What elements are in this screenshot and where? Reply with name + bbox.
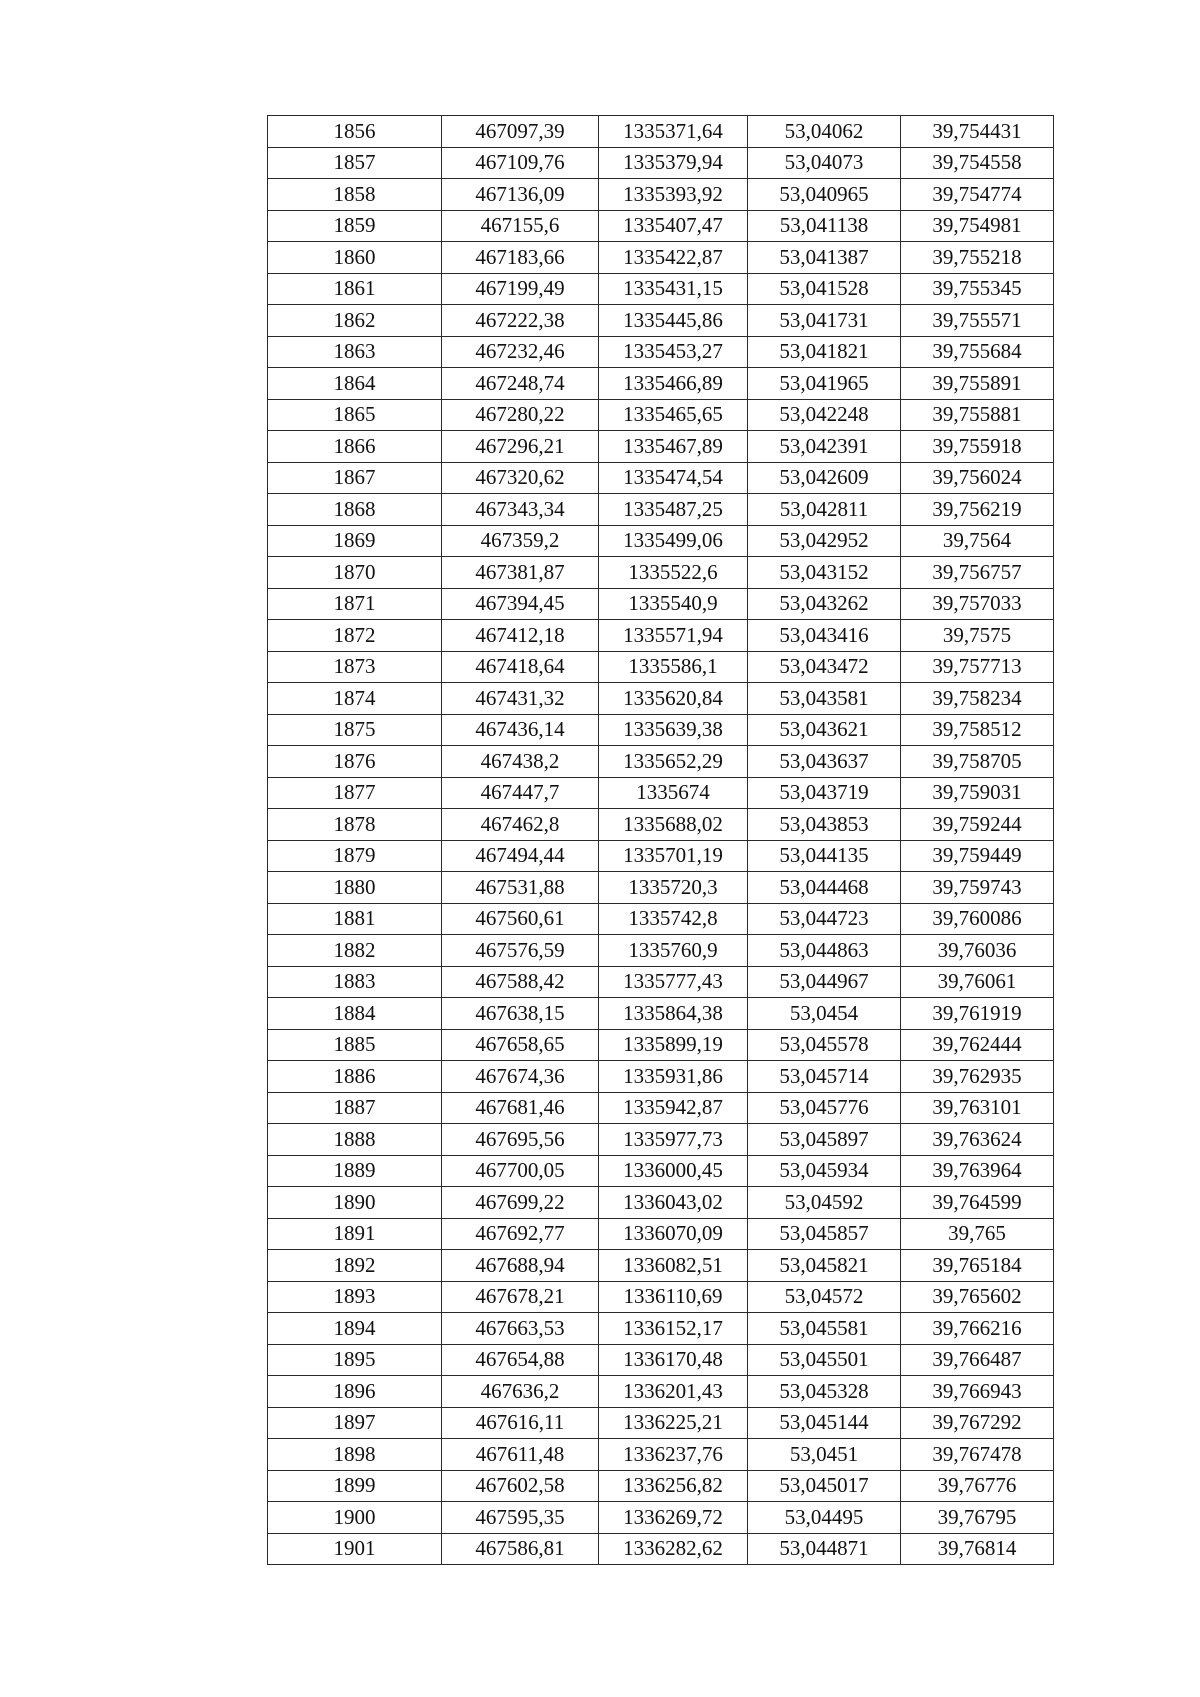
- point-number-cell: 1857: [268, 147, 442, 179]
- longitude-cell: 39,766216: [901, 1313, 1054, 1345]
- x-coordinate-cell: 467394,45: [442, 588, 599, 620]
- latitude-cell: 53,045144: [748, 1407, 901, 1439]
- longitude-cell: 39,756024: [901, 462, 1054, 494]
- x-coordinate-cell: 467494,44: [442, 840, 599, 872]
- latitude-cell: 53,043719: [748, 777, 901, 809]
- longitude-cell: 39,763964: [901, 1155, 1054, 1187]
- x-coordinate-cell: 467431,32: [442, 683, 599, 715]
- longitude-cell: 39,76814: [901, 1533, 1054, 1565]
- y-coordinate-cell: 1335942,87: [599, 1092, 748, 1124]
- table-row: [268, 1470, 1054, 1502]
- point-number-cell: 1898: [268, 1439, 442, 1471]
- x-coordinate-cell: 467674,36: [442, 1061, 599, 1093]
- latitude-cell: 53,04592: [748, 1187, 901, 1219]
- longitude-cell: 39,766943: [901, 1376, 1054, 1408]
- y-coordinate-cell: 1335466,89: [599, 368, 748, 400]
- table-row: [268, 1155, 1054, 1187]
- point-number-cell: 1893: [268, 1281, 442, 1313]
- longitude-cell: 39,759244: [901, 809, 1054, 841]
- latitude-cell: 53,043262: [748, 588, 901, 620]
- longitude-cell: 39,760086: [901, 903, 1054, 935]
- longitude-cell: 39,765602: [901, 1281, 1054, 1313]
- latitude-cell: 53,0451: [748, 1439, 901, 1471]
- y-coordinate-cell: 1335977,73: [599, 1124, 748, 1156]
- longitude-cell: 39,754431: [901, 116, 1054, 148]
- latitude-cell: 53,044723: [748, 903, 901, 935]
- y-coordinate-cell: 1335931,86: [599, 1061, 748, 1093]
- y-coordinate-cell: 1336237,76: [599, 1439, 748, 1471]
- y-coordinate-cell: 1335688,02: [599, 809, 748, 841]
- y-coordinate-cell: 1335899,19: [599, 1029, 748, 1061]
- latitude-cell: 53,045821: [748, 1250, 901, 1282]
- latitude-cell: 53,045017: [748, 1470, 901, 1502]
- x-coordinate-cell: 467199,49: [442, 273, 599, 305]
- x-coordinate-cell: 467343,34: [442, 494, 599, 526]
- table-row: [268, 1313, 1054, 1345]
- x-coordinate-cell: 467658,65: [442, 1029, 599, 1061]
- point-number-cell: 1896: [268, 1376, 442, 1408]
- table-row: [268, 557, 1054, 589]
- longitude-cell: 39,76036: [901, 935, 1054, 967]
- longitude-cell: 39,754774: [901, 179, 1054, 211]
- longitude-cell: 39,76776: [901, 1470, 1054, 1502]
- y-coordinate-cell: 1335620,84: [599, 683, 748, 715]
- x-coordinate-cell: 467381,87: [442, 557, 599, 589]
- latitude-cell: 53,04062: [748, 116, 901, 148]
- point-number-cell: 1884: [268, 998, 442, 1030]
- longitude-cell: 39,762935: [901, 1061, 1054, 1093]
- latitude-cell: 53,0454: [748, 998, 901, 1030]
- y-coordinate-cell: 1335393,92: [599, 179, 748, 211]
- table-row: [268, 525, 1054, 557]
- latitude-cell: 53,042811: [748, 494, 901, 526]
- x-coordinate-cell: 467155,6: [442, 210, 599, 242]
- point-number-cell: 1863: [268, 336, 442, 368]
- longitude-cell: 39,763624: [901, 1124, 1054, 1156]
- x-coordinate-cell: 467636,2: [442, 1376, 599, 1408]
- latitude-cell: 53,045857: [748, 1218, 901, 1250]
- y-coordinate-cell: 1335760,9: [599, 935, 748, 967]
- point-number-cell: 1894: [268, 1313, 442, 1345]
- table-row: [268, 1376, 1054, 1408]
- x-coordinate-cell: 467695,56: [442, 1124, 599, 1156]
- y-coordinate-cell: 1336201,43: [599, 1376, 748, 1408]
- y-coordinate-cell: 1336269,72: [599, 1502, 748, 1534]
- table-row: [268, 1344, 1054, 1376]
- point-number-cell: 1881: [268, 903, 442, 935]
- x-coordinate-cell: 467663,53: [442, 1313, 599, 1345]
- y-coordinate-cell: 1335371,64: [599, 116, 748, 148]
- table-row: [268, 147, 1054, 179]
- latitude-cell: 53,045501: [748, 1344, 901, 1376]
- table-row: [268, 588, 1054, 620]
- point-number-cell: 1888: [268, 1124, 442, 1156]
- longitude-cell: 39,755684: [901, 336, 1054, 368]
- x-coordinate-cell: 467588,42: [442, 966, 599, 998]
- table-row: [268, 462, 1054, 494]
- longitude-cell: 39,755881: [901, 399, 1054, 431]
- table-row: [268, 1061, 1054, 1093]
- table-row: [268, 1502, 1054, 1534]
- point-number-cell: 1897: [268, 1407, 442, 1439]
- x-coordinate-cell: 467586,81: [442, 1533, 599, 1565]
- y-coordinate-cell: 1335422,87: [599, 242, 748, 274]
- y-coordinate-cell: 1335639,38: [599, 714, 748, 746]
- coordinates-table: [267, 115, 1054, 1565]
- table-row: [268, 1029, 1054, 1061]
- x-coordinate-cell: 467418,64: [442, 651, 599, 683]
- latitude-cell: 53,044967: [748, 966, 901, 998]
- longitude-cell: 39,765: [901, 1218, 1054, 1250]
- point-number-cell: 1867: [268, 462, 442, 494]
- y-coordinate-cell: 1335499,06: [599, 525, 748, 557]
- latitude-cell: 53,041138: [748, 210, 901, 242]
- latitude-cell: 53,045934: [748, 1155, 901, 1187]
- x-coordinate-cell: 467681,46: [442, 1092, 599, 1124]
- table-row: [268, 399, 1054, 431]
- table-row: [268, 273, 1054, 305]
- point-number-cell: 1895: [268, 1344, 442, 1376]
- point-number-cell: 1889: [268, 1155, 442, 1187]
- table-row: [268, 242, 1054, 274]
- point-number-cell: 1859: [268, 210, 442, 242]
- table-row: [268, 840, 1054, 872]
- table-row: [268, 305, 1054, 337]
- longitude-cell: 39,7575: [901, 620, 1054, 652]
- latitude-cell: 53,041965: [748, 368, 901, 400]
- longitude-cell: 39,758234: [901, 683, 1054, 715]
- table-row: [268, 179, 1054, 211]
- table-row: [268, 1533, 1054, 1565]
- y-coordinate-cell: 1336225,21: [599, 1407, 748, 1439]
- point-number-cell: 1885: [268, 1029, 442, 1061]
- longitude-cell: 39,76795: [901, 1502, 1054, 1534]
- y-coordinate-cell: 1335540,9: [599, 588, 748, 620]
- y-coordinate-cell: 1335407,47: [599, 210, 748, 242]
- table-row: [268, 935, 1054, 967]
- longitude-cell: 39,757713: [901, 651, 1054, 683]
- latitude-cell: 53,040965: [748, 179, 901, 211]
- x-coordinate-cell: 467109,76: [442, 147, 599, 179]
- y-coordinate-cell: 1335431,15: [599, 273, 748, 305]
- point-number-cell: 1862: [268, 305, 442, 337]
- table-row: [268, 746, 1054, 778]
- latitude-cell: 53,043472: [748, 651, 901, 683]
- table-row: [268, 494, 1054, 526]
- latitude-cell: 53,044871: [748, 1533, 901, 1565]
- point-number-cell: 1868: [268, 494, 442, 526]
- x-coordinate-cell: 467412,18: [442, 620, 599, 652]
- x-coordinate-cell: 467462,8: [442, 809, 599, 841]
- x-coordinate-cell: 467296,21: [442, 431, 599, 463]
- y-coordinate-cell: 1336000,45: [599, 1155, 748, 1187]
- x-coordinate-cell: 467248,74: [442, 368, 599, 400]
- table-row: [268, 210, 1054, 242]
- point-number-cell: 1866: [268, 431, 442, 463]
- y-coordinate-cell: 1335379,94: [599, 147, 748, 179]
- table-row: [268, 683, 1054, 715]
- point-number-cell: 1876: [268, 746, 442, 778]
- table-row: [268, 1124, 1054, 1156]
- x-coordinate-cell: 467616,11: [442, 1407, 599, 1439]
- point-number-cell: 1871: [268, 588, 442, 620]
- longitude-cell: 39,764599: [901, 1187, 1054, 1219]
- point-number-cell: 1883: [268, 966, 442, 998]
- y-coordinate-cell: 1335453,27: [599, 336, 748, 368]
- y-coordinate-cell: 1335777,43: [599, 966, 748, 998]
- coordinates-table-body: [268, 116, 1054, 1565]
- point-number-cell: 1864: [268, 368, 442, 400]
- y-coordinate-cell: 1335571,94: [599, 620, 748, 652]
- latitude-cell: 53,042609: [748, 462, 901, 494]
- table-row: [268, 1218, 1054, 1250]
- x-coordinate-cell: 467654,88: [442, 1344, 599, 1376]
- table-row: [268, 872, 1054, 904]
- latitude-cell: 53,042391: [748, 431, 901, 463]
- y-coordinate-cell: 1335701,19: [599, 840, 748, 872]
- table-row: [268, 1092, 1054, 1124]
- y-coordinate-cell: 1335674: [599, 777, 748, 809]
- x-coordinate-cell: 467678,21: [442, 1281, 599, 1313]
- latitude-cell: 53,043853: [748, 809, 901, 841]
- longitude-cell: 39,767292: [901, 1407, 1054, 1439]
- x-coordinate-cell: 467692,77: [442, 1218, 599, 1250]
- longitude-cell: 39,759449: [901, 840, 1054, 872]
- table-row: [268, 1281, 1054, 1313]
- point-number-cell: 1882: [268, 935, 442, 967]
- point-number-cell: 1892: [268, 1250, 442, 1282]
- point-number-cell: 1870: [268, 557, 442, 589]
- x-coordinate-cell: 467436,14: [442, 714, 599, 746]
- point-number-cell: 1900: [268, 1502, 442, 1534]
- latitude-cell: 53,044863: [748, 935, 901, 967]
- y-coordinate-cell: 1335742,8: [599, 903, 748, 935]
- table-row: [268, 777, 1054, 809]
- point-number-cell: 1875: [268, 714, 442, 746]
- x-coordinate-cell: 467183,66: [442, 242, 599, 274]
- y-coordinate-cell: 1335474,54: [599, 462, 748, 494]
- longitude-cell: 39,766487: [901, 1344, 1054, 1376]
- y-coordinate-cell: 1336070,09: [599, 1218, 748, 1250]
- point-number-cell: 1860: [268, 242, 442, 274]
- table-row: [268, 903, 1054, 935]
- latitude-cell: 53,041731: [748, 305, 901, 337]
- x-coordinate-cell: 467438,2: [442, 746, 599, 778]
- latitude-cell: 53,042952: [748, 525, 901, 557]
- longitude-cell: 39,759743: [901, 872, 1054, 904]
- y-coordinate-cell: 1335465,65: [599, 399, 748, 431]
- point-number-cell: 1869: [268, 525, 442, 557]
- x-coordinate-cell: 467097,39: [442, 116, 599, 148]
- y-coordinate-cell: 1335522,6: [599, 557, 748, 589]
- latitude-cell: 53,045714: [748, 1061, 901, 1093]
- table-row: [268, 116, 1054, 148]
- table-row: [268, 431, 1054, 463]
- latitude-cell: 53,043637: [748, 746, 901, 778]
- point-number-cell: 1887: [268, 1092, 442, 1124]
- latitude-cell: 53,041387: [748, 242, 901, 274]
- x-coordinate-cell: 467638,15: [442, 998, 599, 1030]
- table-row: [268, 620, 1054, 652]
- latitude-cell: 53,04073: [748, 147, 901, 179]
- table-row: [268, 368, 1054, 400]
- point-number-cell: 1879: [268, 840, 442, 872]
- point-number-cell: 1872: [268, 620, 442, 652]
- y-coordinate-cell: 1335864,38: [599, 998, 748, 1030]
- y-coordinate-cell: 1336043,02: [599, 1187, 748, 1219]
- latitude-cell: 53,04572: [748, 1281, 901, 1313]
- latitude-cell: 53,045581: [748, 1313, 901, 1345]
- y-coordinate-cell: 1336170,48: [599, 1344, 748, 1376]
- latitude-cell: 53,043416: [748, 620, 901, 652]
- longitude-cell: 39,757033: [901, 588, 1054, 620]
- table-row: [268, 998, 1054, 1030]
- point-number-cell: 1899: [268, 1470, 442, 1502]
- latitude-cell: 53,043152: [748, 557, 901, 589]
- point-number-cell: 1890: [268, 1187, 442, 1219]
- x-coordinate-cell: 467136,09: [442, 179, 599, 211]
- point-number-cell: 1877: [268, 777, 442, 809]
- latitude-cell: 53,044135: [748, 840, 901, 872]
- x-coordinate-cell: 467699,22: [442, 1187, 599, 1219]
- latitude-cell: 53,042248: [748, 399, 901, 431]
- y-coordinate-cell: 1335487,25: [599, 494, 748, 526]
- x-coordinate-cell: 467700,05: [442, 1155, 599, 1187]
- x-coordinate-cell: 467688,94: [442, 1250, 599, 1282]
- table-row: [268, 966, 1054, 998]
- longitude-cell: 39,7564: [901, 525, 1054, 557]
- longitude-cell: 39,759031: [901, 777, 1054, 809]
- x-coordinate-cell: 467531,88: [442, 872, 599, 904]
- longitude-cell: 39,756757: [901, 557, 1054, 589]
- latitude-cell: 53,045328: [748, 1376, 901, 1408]
- longitude-cell: 39,761919: [901, 998, 1054, 1030]
- table-row: [268, 336, 1054, 368]
- x-coordinate-cell: 467576,59: [442, 935, 599, 967]
- longitude-cell: 39,758512: [901, 714, 1054, 746]
- longitude-cell: 39,76061: [901, 966, 1054, 998]
- table-row: [268, 651, 1054, 683]
- longitude-cell: 39,755345: [901, 273, 1054, 305]
- point-number-cell: 1891: [268, 1218, 442, 1250]
- y-coordinate-cell: 1335720,3: [599, 872, 748, 904]
- latitude-cell: 53,043621: [748, 714, 901, 746]
- table-row: [268, 714, 1054, 746]
- table-row: [268, 1250, 1054, 1282]
- table-row: [268, 1187, 1054, 1219]
- x-coordinate-cell: 467595,35: [442, 1502, 599, 1534]
- longitude-cell: 39,755571: [901, 305, 1054, 337]
- point-number-cell: 1858: [268, 179, 442, 211]
- point-number-cell: 1878: [268, 809, 442, 841]
- x-coordinate-cell: 467611,48: [442, 1439, 599, 1471]
- point-number-cell: 1865: [268, 399, 442, 431]
- longitude-cell: 39,765184: [901, 1250, 1054, 1282]
- x-coordinate-cell: 467222,38: [442, 305, 599, 337]
- longitude-cell: 39,763101: [901, 1092, 1054, 1124]
- table-row: [268, 1439, 1054, 1471]
- point-number-cell: 1901: [268, 1533, 442, 1565]
- point-number-cell: 1873: [268, 651, 442, 683]
- point-number-cell: 1886: [268, 1061, 442, 1093]
- y-coordinate-cell: 1336082,51: [599, 1250, 748, 1282]
- latitude-cell: 53,045578: [748, 1029, 901, 1061]
- x-coordinate-cell: 467359,2: [442, 525, 599, 557]
- point-number-cell: 1856: [268, 116, 442, 148]
- latitude-cell: 53,041821: [748, 336, 901, 368]
- x-coordinate-cell: 467280,22: [442, 399, 599, 431]
- point-number-cell: 1874: [268, 683, 442, 715]
- longitude-cell: 39,754558: [901, 147, 1054, 179]
- y-coordinate-cell: 1336110,69: [599, 1281, 748, 1313]
- latitude-cell: 53,045776: [748, 1092, 901, 1124]
- latitude-cell: 53,043581: [748, 683, 901, 715]
- y-coordinate-cell: 1335467,89: [599, 431, 748, 463]
- x-coordinate-cell: 467602,58: [442, 1470, 599, 1502]
- latitude-cell: 53,044468: [748, 872, 901, 904]
- x-coordinate-cell: 467560,61: [442, 903, 599, 935]
- longitude-cell: 39,758705: [901, 746, 1054, 778]
- x-coordinate-cell: 467232,46: [442, 336, 599, 368]
- longitude-cell: 39,754981: [901, 210, 1054, 242]
- longitude-cell: 39,755218: [901, 242, 1054, 274]
- x-coordinate-cell: 467320,62: [442, 462, 599, 494]
- longitude-cell: 39,762444: [901, 1029, 1054, 1061]
- longitude-cell: 39,755918: [901, 431, 1054, 463]
- y-coordinate-cell: 1335652,29: [599, 746, 748, 778]
- point-number-cell: 1880: [268, 872, 442, 904]
- latitude-cell: 53,045897: [748, 1124, 901, 1156]
- latitude-cell: 53,041528: [748, 273, 901, 305]
- longitude-cell: 39,756219: [901, 494, 1054, 526]
- y-coordinate-cell: 1335445,86: [599, 305, 748, 337]
- y-coordinate-cell: 1336152,17: [599, 1313, 748, 1345]
- x-coordinate-cell: 467447,7: [442, 777, 599, 809]
- table-row: [268, 809, 1054, 841]
- latitude-cell: 53,04495: [748, 1502, 901, 1534]
- table-row: [268, 1407, 1054, 1439]
- y-coordinate-cell: 1336282,62: [599, 1533, 748, 1565]
- point-number-cell: 1861: [268, 273, 442, 305]
- longitude-cell: 39,767478: [901, 1439, 1054, 1471]
- y-coordinate-cell: 1335586,1: [599, 651, 748, 683]
- y-coordinate-cell: 1336256,82: [599, 1470, 748, 1502]
- longitude-cell: 39,755891: [901, 368, 1054, 400]
